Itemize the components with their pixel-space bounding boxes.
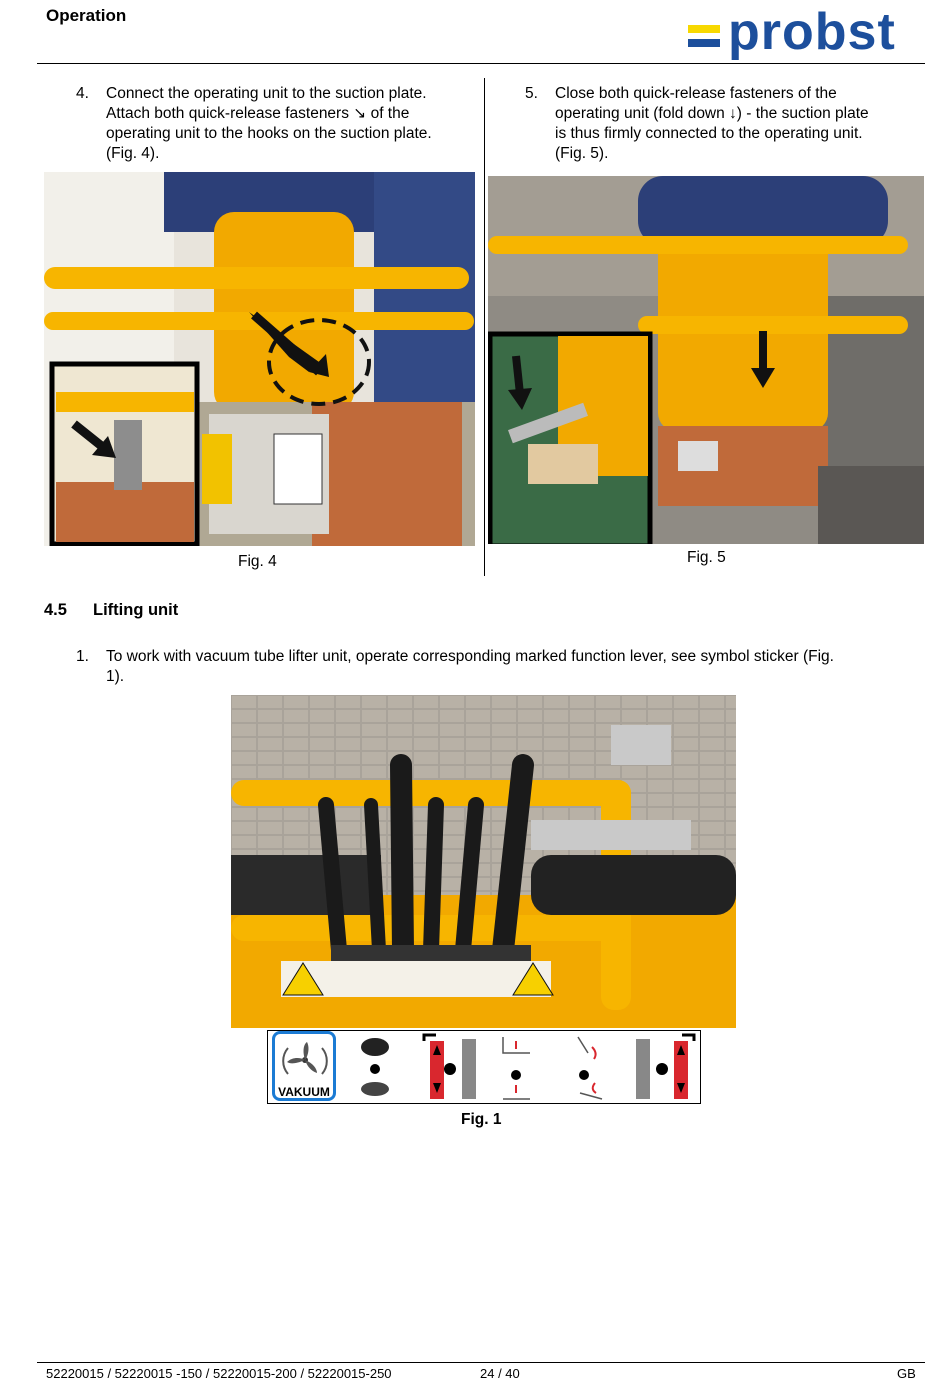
symbol-sticker — [267, 1030, 701, 1104]
step-4 — [76, 84, 476, 166]
fan-icon — [276, 1038, 334, 1084]
logo-bars — [688, 25, 720, 53]
step-number: 4. — [76, 85, 89, 102]
footer-language: GB — [897, 1366, 916, 1381]
step-line: operating unit (fold down ↓) - the suction plate — [555, 105, 869, 122]
section-title: Lifting unit — [93, 601, 179, 619]
step-line: (Fig. 5). — [555, 145, 609, 162]
step-line: is thus firmly connected to the operating unit. — [555, 125, 863, 142]
lift-lower-icon — [424, 1035, 476, 1099]
lever-function-symbols — [340, 1031, 700, 1101]
footer-rule — [37, 1362, 925, 1363]
step-1 — [76, 647, 926, 689]
step-number: 5. — [525, 85, 538, 102]
step-text — [106, 647, 834, 687]
section-number: 4.5 — [44, 601, 67, 619]
probst-logo — [688, 3, 920, 61]
fig1-photo — [231, 695, 736, 1028]
speed-icon — [361, 1038, 389, 1096]
step-line: (Fig. 4). — [106, 145, 160, 162]
logo-text: probst — [728, 3, 896, 61]
step-number: 1. — [76, 648, 89, 665]
step-line: Attach both quick-release fasteners ↘ of the — [106, 105, 410, 122]
step-text — [106, 84, 432, 164]
column-divider — [484, 78, 485, 576]
fig5-photo — [488, 176, 924, 544]
tilt-icon — [503, 1037, 530, 1099]
fig5-caption: Fig. 5 — [687, 549, 726, 566]
rotate-icon — [578, 1037, 602, 1099]
lift-lower-icon-right — [636, 1035, 694, 1099]
step-line: Close both quick-release fasteners of the — [555, 85, 837, 102]
fig4-photo — [44, 172, 475, 546]
step-line: Connect the operating unit to the suction plate. — [106, 85, 427, 102]
step-text — [555, 84, 869, 164]
step-5 — [525, 84, 925, 166]
step-line: 1). — [106, 668, 125, 685]
fig4-caption: Fig. 4 — [238, 553, 277, 570]
footer-page-number: 24 / 40 — [480, 1366, 520, 1381]
header-rule — [37, 63, 925, 64]
step-line: To work with vacuum tube lifter unit, operate corresponding marked function lever, see symbol sticker (Fig. — [106, 648, 834, 665]
vacuum-label: VAKUUM — [278, 1085, 330, 1099]
vacuum-symbol — [272, 1031, 336, 1101]
footer-models: 52220015 / 52220015 -150 / 52220015-200 / 52220015-250 — [46, 1366, 392, 1381]
fig1-caption: Fig. 1 — [461, 1111, 502, 1128]
step-line: operating unit to the hooks on the suction plate. — [106, 125, 432, 142]
section-header: Operation — [46, 6, 127, 25]
